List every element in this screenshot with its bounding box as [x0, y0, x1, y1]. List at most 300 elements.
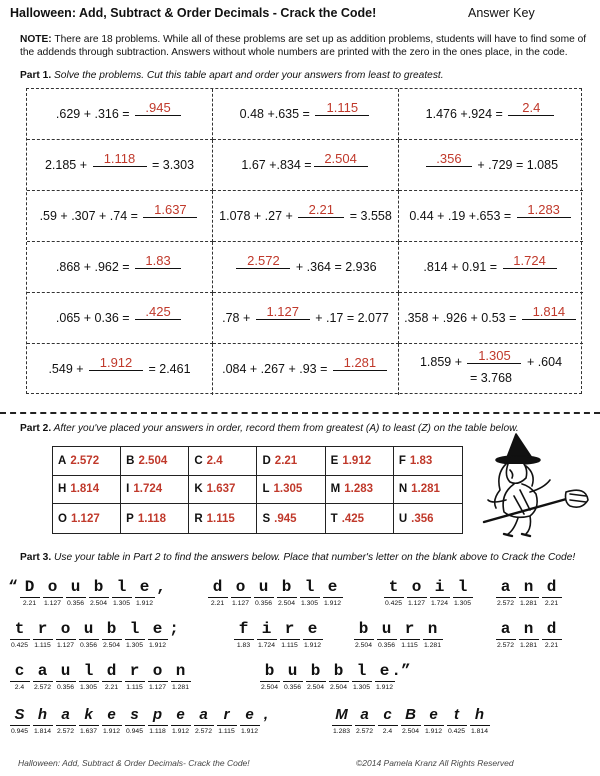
code-letter-slot	[123, 706, 146, 735]
answer-blank: 1.283	[517, 203, 571, 218]
code-number: 1.305	[112, 600, 130, 607]
code-blank-line	[43, 597, 63, 598]
problem-cell	[213, 89, 399, 140]
code-blank-line	[102, 725, 122, 726]
code-letter: e	[139, 578, 150, 596]
code-letter-slot	[451, 578, 474, 607]
code-letter-slot	[405, 578, 428, 607]
code-letter: u	[258, 578, 269, 596]
problem-cell	[27, 293, 213, 344]
order-table-cell	[257, 504, 325, 533]
code-number: 2.572	[194, 728, 212, 735]
problem-prefix: .814 + 0.91 =	[423, 259, 501, 274]
problem-cell	[27, 242, 213, 293]
code-letter-slot	[123, 620, 146, 649]
cut-line-divider	[0, 412, 600, 414]
code-number: 1.115	[281, 642, 298, 649]
code-blank-line	[280, 639, 300, 640]
code-letter-slot	[301, 620, 324, 649]
code-letter: b	[310, 662, 321, 680]
code-letter-slot	[494, 578, 517, 607]
code-letter-slot	[18, 578, 41, 607]
code-number: 2.504	[329, 684, 347, 691]
code-number: 2.21	[22, 600, 37, 607]
answer-blank: 2.4	[508, 101, 554, 116]
code-blank-line	[125, 725, 145, 726]
code-letter: S	[14, 706, 25, 723]
code-number: 1.283	[332, 728, 350, 735]
order-value: 1.127	[70, 512, 100, 525]
answer-blank: .945	[135, 101, 181, 116]
order-value: 1.118	[137, 512, 166, 525]
problem-equation	[55, 252, 183, 275]
problem-cell	[213, 242, 399, 293]
code-letter: r	[37, 620, 48, 638]
part3-label: Part 3.	[20, 552, 52, 563]
answer-blank: 1.118	[93, 152, 147, 167]
problem-cell	[27, 89, 213, 140]
code-blank-line	[171, 725, 191, 726]
code-blank-line	[79, 681, 99, 682]
code-blank-line	[401, 725, 421, 726]
code-letter-slot	[353, 706, 376, 735]
code-number: 0.945	[10, 728, 28, 735]
code-number: 1.912	[135, 600, 153, 607]
order-table-cell	[53, 447, 121, 476]
code-letter: a	[199, 706, 208, 723]
code-blank-line	[171, 681, 191, 682]
code-letter: i	[434, 578, 445, 596]
code-number: 1.127	[407, 600, 425, 607]
order-table-cell	[257, 476, 325, 505]
code-letter: b	[264, 662, 275, 680]
code-punctuation	[8, 578, 18, 607]
code-letter-slot	[517, 578, 540, 607]
problem-suffix: = 3.558	[346, 208, 392, 223]
code-number: 1.281	[519, 600, 537, 607]
order-letter: A	[58, 454, 67, 467]
code-letter: b	[281, 578, 292, 596]
problem-suffix: + .604	[523, 354, 563, 369]
code-blank-line	[303, 639, 323, 640]
code-letter-slot	[232, 620, 255, 649]
code-number: 1.912	[375, 684, 393, 691]
problem-cell	[399, 140, 583, 191]
code-letter: h	[474, 706, 485, 723]
code-letter: e	[327, 578, 338, 596]
code-number: 1.814	[33, 728, 51, 735]
order-value: 1.637	[206, 483, 236, 496]
code-word	[232, 620, 324, 649]
order-table-cell	[257, 447, 325, 476]
code-letter: h	[37, 706, 48, 723]
code-blank-line	[89, 597, 109, 598]
code-letter-slot	[298, 578, 321, 607]
code-number: 0.425	[447, 728, 465, 735]
code-letter: d	[212, 578, 223, 596]
code-letter-slot	[215, 706, 238, 735]
code-blank-line	[125, 639, 145, 640]
order-table-cell	[53, 504, 121, 533]
problem-prefix: .065 + 0.36 =	[55, 310, 134, 325]
order-value: 1.814	[70, 483, 100, 496]
code-number: 1.115	[34, 642, 51, 649]
code-letter: B	[405, 706, 416, 723]
order-value: 2.4	[206, 454, 223, 467]
order-table-cell	[394, 447, 462, 476]
code-letter: o	[152, 662, 163, 680]
code-punctuation-char: “	[8, 578, 18, 596]
code-number: 1.912	[424, 728, 442, 735]
order-table-cell	[121, 447, 189, 476]
answer-blank: .356	[426, 152, 472, 167]
part2-instructions: After you've placed your answers in order, record them from greatest (A) to least (Z) on the table below.	[51, 423, 519, 434]
code-letter-slot	[31, 706, 54, 735]
code-number: 2.572	[496, 642, 514, 649]
code-letter-slot	[206, 578, 229, 607]
code-letter: l	[457, 578, 468, 596]
code-punctuation	[391, 662, 411, 691]
code-word	[8, 706, 271, 735]
code-number: 2.21	[104, 684, 119, 691]
code-punctuation-char: .”	[391, 662, 411, 680]
code-letter: a	[500, 578, 511, 596]
code-blank-line	[208, 597, 228, 598]
code-blank-line	[300, 597, 320, 598]
code-letter: o	[235, 578, 246, 596]
problem-equation	[241, 150, 369, 173]
code-number: 2.504	[401, 728, 419, 735]
problem-cell	[213, 344, 399, 395]
problem-cell	[27, 191, 213, 242]
code-letter: e	[379, 662, 390, 680]
code-letter: e	[107, 706, 116, 723]
part2-label: Part 2.	[20, 423, 52, 434]
witch-on-broom-illustration	[470, 430, 590, 542]
code-number: 2.504	[306, 684, 324, 691]
code-number: 0.356	[56, 684, 74, 691]
code-number: 1.912	[303, 642, 321, 649]
code-number: 1.127	[148, 684, 166, 691]
order-letter: L	[262, 483, 270, 496]
code-letter-slot	[146, 706, 169, 735]
code-number: 1.814	[470, 728, 488, 735]
code-letter: b	[333, 662, 344, 680]
code-letter-slot	[133, 578, 156, 607]
order-letter: F	[398, 454, 406, 467]
code-number: 1.115	[126, 684, 143, 691]
code-letter-slot	[100, 662, 123, 691]
code-letter-slot	[255, 620, 278, 649]
code-letter: t	[454, 706, 459, 723]
code-number: 0.356	[254, 600, 272, 607]
answer-blank: 1.83	[135, 254, 181, 269]
code-letter: n	[523, 620, 534, 638]
code-letter-slot	[281, 662, 304, 691]
code-blank-line	[217, 725, 237, 726]
code-letter: b	[106, 620, 117, 638]
code-blank-line	[10, 681, 30, 682]
code-number: 2.572	[496, 600, 514, 607]
problem-prefix: 1.67 +.834 =	[241, 157, 312, 172]
code-letter: r	[129, 662, 140, 680]
code-blank-line	[283, 681, 303, 682]
code-letter-slot	[422, 706, 445, 735]
code-punctuation-char: ,	[263, 706, 269, 723]
code-letter: a	[360, 706, 369, 723]
order-value: 1.83	[409, 454, 433, 467]
code-letter-slot	[445, 706, 468, 735]
code-letter-slot	[77, 620, 100, 649]
code-number: 2.504	[102, 642, 120, 649]
part3-heading	[20, 552, 575, 563]
code-letter: k	[84, 706, 93, 723]
code-number: 1.912	[323, 600, 341, 607]
problem-prefix: 2.185 +	[44, 157, 91, 172]
answer-blank: 1.305	[467, 349, 521, 364]
code-punctuation-char: ,	[156, 578, 166, 596]
problem-equation	[409, 201, 572, 224]
code-letter-slot	[8, 662, 31, 691]
answer-blank: 2.572	[236, 254, 290, 269]
code-blank-line	[10, 725, 30, 726]
code-letter-slot	[278, 620, 301, 649]
code-blank-line	[352, 681, 372, 682]
code-blank-line	[453, 597, 473, 598]
problem-result-line: = 3.768	[469, 370, 513, 385]
code-letter-slot	[77, 662, 100, 691]
problem-equation	[419, 347, 563, 370]
code-letter: u	[287, 662, 298, 680]
code-letter: e	[176, 706, 185, 723]
code-blank-line	[194, 725, 214, 726]
problem-prefix: .868 + .962 =	[55, 259, 134, 274]
note-label: NOTE:	[20, 34, 52, 45]
problem-cell	[213, 191, 399, 242]
code-number: 1.281	[519, 642, 537, 649]
order-letter: S	[262, 512, 271, 525]
code-blank-line	[400, 639, 420, 640]
code-letter-slot	[517, 620, 540, 649]
code-number: 2.572	[56, 728, 74, 735]
code-letter-slot	[330, 706, 353, 735]
code-letter: l	[116, 578, 127, 596]
code-blank-line	[277, 597, 297, 598]
code-letter: n	[175, 662, 186, 680]
code-number: 0.356	[283, 684, 301, 691]
code-number: 1.127	[56, 642, 74, 649]
order-letter: I	[126, 483, 130, 496]
problem-equation	[424, 150, 559, 173]
problem-equation	[222, 355, 389, 377]
order-letter: D	[262, 454, 271, 467]
code-blank-line	[125, 681, 145, 682]
order-value: 1.724	[133, 483, 163, 496]
code-blank-line	[519, 597, 539, 598]
problem-cell	[399, 89, 583, 140]
code-blank-line	[430, 597, 450, 598]
code-letter: e	[245, 706, 254, 723]
code-blank-line	[240, 725, 260, 726]
code-blank-line	[375, 681, 395, 682]
order-value: 1.281	[411, 483, 440, 496]
code-blank-line	[56, 681, 76, 682]
code-letter-slot	[77, 706, 100, 735]
code-letter: e	[152, 620, 163, 638]
order-table-cell	[326, 447, 394, 476]
problem-equation	[234, 252, 377, 275]
order-table-cell	[326, 476, 394, 505]
code-number: 1.305	[79, 684, 97, 691]
code-letter-slot	[192, 706, 215, 735]
code-number: 0.356	[66, 600, 84, 607]
code-number: 2.572	[355, 728, 373, 735]
code-letter: l	[304, 578, 315, 596]
code-letter-slot	[146, 662, 169, 691]
code-blank-line	[378, 725, 398, 726]
problem-suffix: = 2.461	[145, 362, 191, 376]
code-number: 1.912	[171, 728, 189, 735]
code-letter: l	[356, 662, 367, 680]
problem-prefix: 1.859 +	[419, 354, 466, 369]
problem-equation	[39, 201, 200, 224]
order-value: 1.283	[344, 483, 374, 496]
code-letter-slot	[352, 620, 375, 649]
problem-cell	[27, 140, 213, 191]
problem-equation	[44, 150, 195, 173]
code-letter-slot	[54, 662, 77, 691]
code-number: 0.356	[79, 642, 97, 649]
code-blank-line	[470, 725, 490, 726]
code-letter: d	[106, 662, 117, 680]
code-letter-slot	[100, 706, 123, 735]
problem-cell	[213, 140, 399, 191]
page-title: Halloween: Add, Subtract & Order Decimals - Crack the Code!	[10, 6, 377, 20]
code-blank-line	[20, 597, 40, 598]
order-table-cell	[326, 504, 394, 533]
code-number: 1.127	[43, 600, 61, 607]
code-word	[382, 578, 474, 607]
problem-prefix: .358 + .926 + 0.53 =	[404, 310, 520, 325]
code-blank-line	[33, 725, 53, 726]
problem-prefix: 1.476 +.924 =	[425, 106, 507, 121]
code-number: 2.504	[89, 600, 107, 607]
problem-cell	[399, 191, 583, 242]
code-letter-slot	[399, 706, 422, 735]
code-letter: d	[546, 620, 557, 638]
code-letter-slot	[31, 620, 54, 649]
code-letter-slot	[376, 706, 399, 735]
code-blank-line	[257, 639, 277, 640]
code-number: 2.21	[210, 600, 225, 607]
order-value: .425	[341, 512, 365, 525]
problem-prefix: .78 +	[222, 310, 254, 325]
code-number: 1.127	[231, 600, 249, 607]
code-blank-line	[148, 725, 168, 726]
code-number: 1.912	[102, 728, 120, 735]
code-letter-slot	[169, 662, 192, 691]
code-letter-slot	[41, 578, 64, 607]
code-blank-line	[542, 597, 562, 598]
code-word	[258, 662, 411, 691]
code-letter-slot	[421, 620, 444, 649]
order-value: 1.912	[342, 454, 372, 467]
code-letter: c	[14, 662, 25, 680]
code-letter-slot	[540, 620, 563, 649]
code-letter: D	[24, 578, 35, 596]
problem-prefix: 0.48 +.635 =	[239, 106, 314, 121]
note-text: There are 18 problems. While all of these problems are set up as addition problems, students will have to find some of the addends through subtraction. Answers without whole numbers are printed with the zero in the ones place, in the code.	[20, 34, 587, 58]
problem-equation	[222, 303, 389, 326]
code-letter: o	[60, 620, 71, 638]
code-number: 1.305	[125, 642, 143, 649]
part2-order-table	[52, 446, 463, 534]
code-blank-line	[329, 681, 349, 682]
code-blank-line	[112, 597, 132, 598]
code-letter-slot	[540, 578, 563, 607]
code-letter-slot	[123, 662, 146, 691]
code-number: 2.572	[33, 684, 51, 691]
problem-cell	[399, 344, 583, 395]
code-number: 1.83	[236, 642, 251, 649]
code-blank-line	[260, 681, 280, 682]
answer-blank: 1.912	[89, 356, 143, 371]
code-number: 0.356	[377, 642, 395, 649]
code-blank-line	[79, 639, 99, 640]
code-blank-line	[447, 725, 467, 726]
note-paragraph	[20, 34, 592, 59]
code-letter: b	[358, 620, 369, 638]
order-value: 1.305	[273, 483, 303, 496]
code-letter-slot	[304, 662, 327, 691]
code-number: 1.912	[148, 642, 166, 649]
code-letter: p	[152, 706, 163, 723]
order-letter: R	[194, 512, 203, 525]
code-letter: u	[381, 620, 392, 638]
problem-cell	[399, 293, 583, 344]
code-blank-line	[424, 725, 444, 726]
problem-equation	[239, 99, 372, 122]
code-number: 2.21	[544, 642, 559, 649]
code-blank-line	[234, 639, 254, 640]
code-punctuation	[156, 578, 166, 607]
code-letter: f	[238, 620, 249, 638]
part2-heading	[20, 423, 519, 434]
code-blank-line	[254, 597, 274, 598]
order-table-cell	[394, 504, 462, 533]
order-letter: C	[194, 454, 203, 467]
code-blank-line	[332, 725, 352, 726]
code-blank-line	[10, 639, 30, 640]
code-letter: u	[83, 620, 94, 638]
code-word	[8, 578, 166, 607]
code-letter-slot	[146, 620, 169, 649]
code-letter-slot	[169, 706, 192, 735]
code-letter-slot	[258, 662, 281, 691]
order-table-cell	[189, 447, 257, 476]
code-blank-line	[519, 639, 539, 640]
code-letter: b	[93, 578, 104, 596]
problem-equation	[423, 252, 558, 275]
code-letter-slot	[100, 620, 123, 649]
code-blank-line	[148, 681, 168, 682]
code-letter: c	[383, 706, 392, 723]
footer-copyright: ©2014 Pamela Kranz All Rights Reserved	[356, 758, 514, 768]
code-letter: l	[129, 620, 140, 638]
order-letter: E	[330, 454, 339, 467]
part1-instructions: Solve the problems. Cut this table apart and order your answers from least to greatest.	[51, 70, 444, 81]
problem-cell	[213, 293, 399, 344]
